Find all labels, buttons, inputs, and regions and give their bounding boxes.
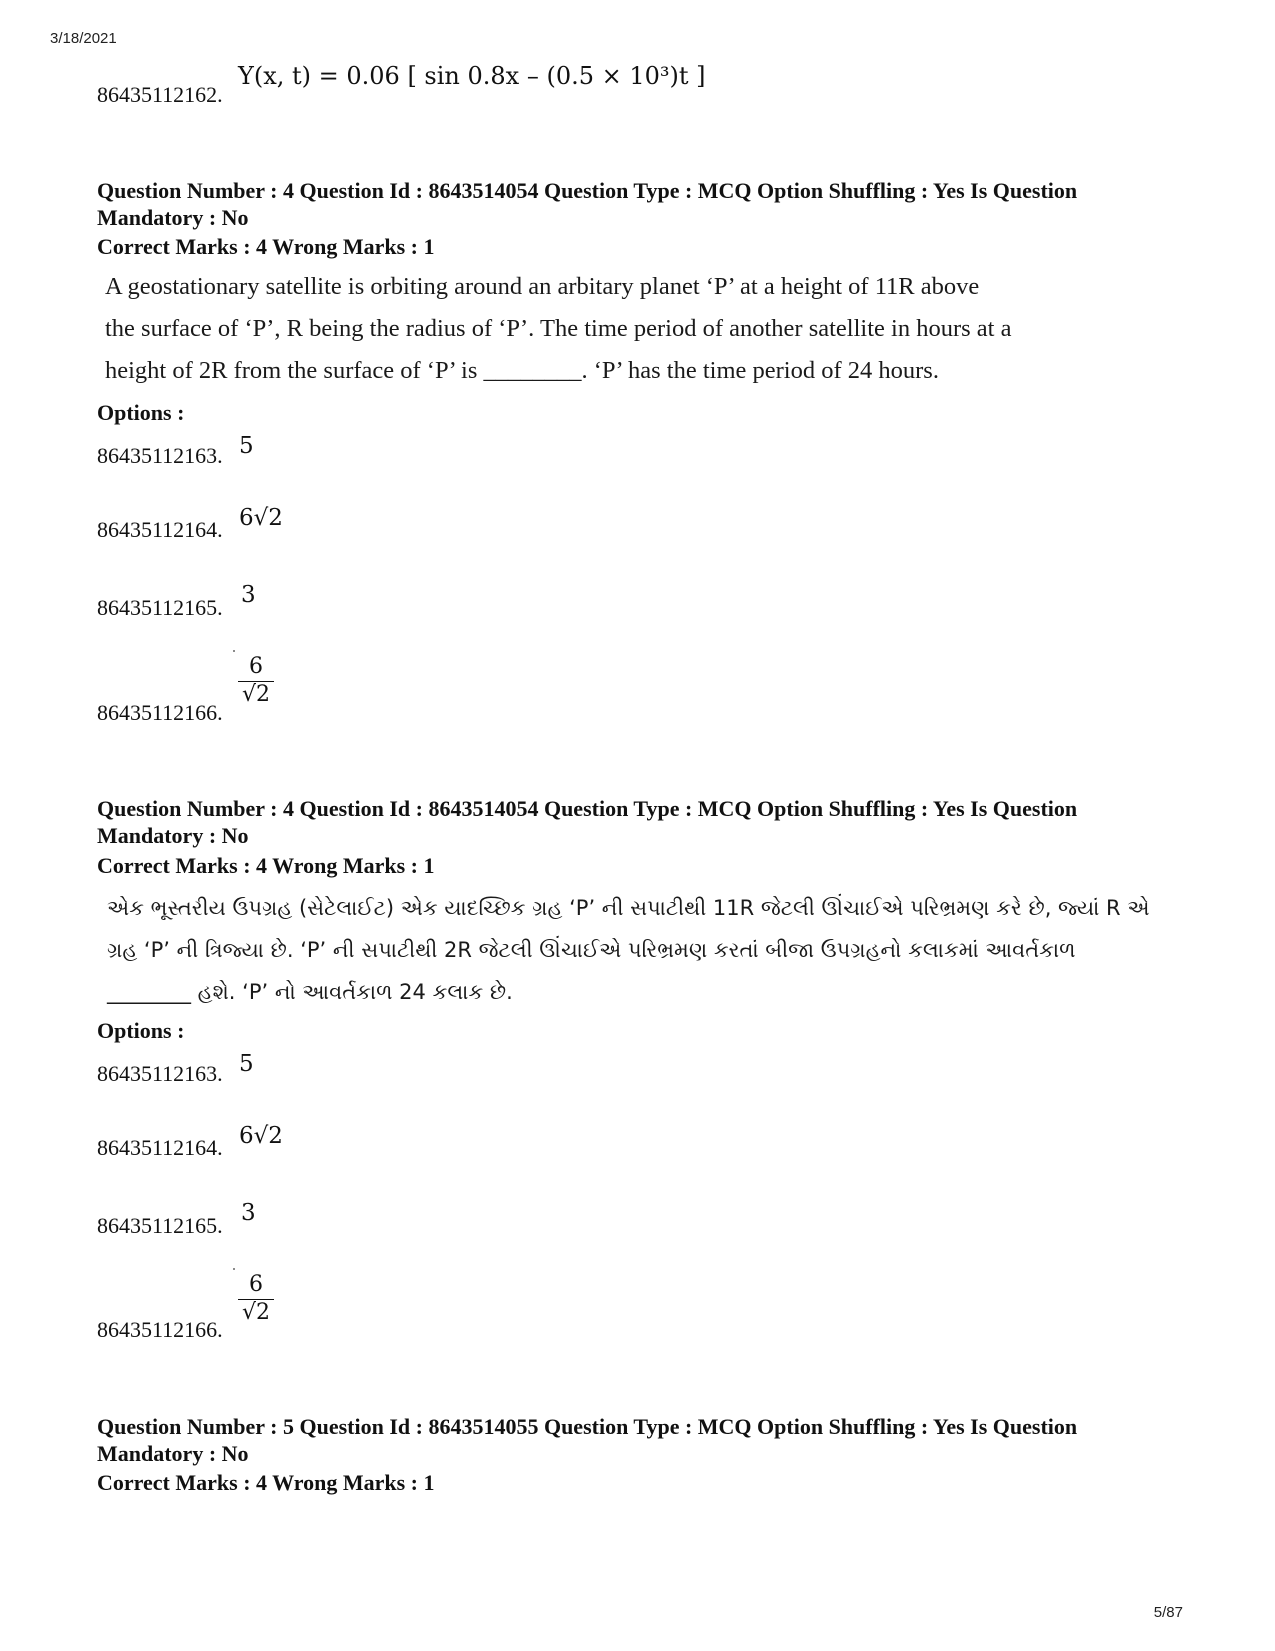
option-fraction <box>238 1272 274 1326</box>
option-id: 86435112163. <box>97 1061 223 1086</box>
fraction-numerator: 6 <box>238 654 274 682</box>
option-value: 3 <box>241 1200 256 1226</box>
option-id: 86435112165. <box>97 595 223 620</box>
question-line: A geostationary satellite is orbiting around an arbitary planet ‘P’ at a height of 11R above <box>105 273 980 300</box>
question-line: height of 2R from the surface of ‘P’ is ________. ‘P’ has the time period of 24 hours. <box>105 357 939 384</box>
question-text <box>107 887 1177 1013</box>
option-value: 3 <box>241 582 256 608</box>
option-id: 86435112162. <box>97 82 223 107</box>
option-id: 86435112164. <box>97 517 223 542</box>
options-label: Options : <box>97 1018 185 1043</box>
marks-info: Correct Marks : 4 Wrong Marks : 1 <box>97 234 435 259</box>
question-header: Question Number : 5 Question Id : 8643514055 Question Type : MCQ Option Shuffling : Yes Is Question Mandatory : No <box>97 1414 1078 1466</box>
option-id: 86435112166. <box>97 700 223 725</box>
fraction-denominator: √2 <box>241 682 270 707</box>
option-id: 86435112165. <box>97 1213 223 1238</box>
option-value: 6√2 <box>239 505 283 531</box>
option-id: 86435112166. <box>97 1317 223 1342</box>
page-number: 5/87 <box>1153 1604 1183 1621</box>
question-text <box>105 266 1175 392</box>
fraction-numerator: 6 <box>238 1272 274 1300</box>
question-header: Question Number : 4 Question Id : 8643514054 Question Type : MCQ Option Shuffling : Yes Is Question Mandatory : No <box>97 796 1078 848</box>
option-fraction <box>238 654 274 708</box>
fraction-denominator: √2 <box>241 1300 270 1325</box>
option-value: 5 <box>239 433 254 459</box>
marks-info: Correct Marks : 4 Wrong Marks : 1 <box>97 853 435 878</box>
print-date: 3/18/2021 <box>50 30 117 47</box>
question-header: Question Number : 4 Question Id : 8643514054 Question Type : MCQ Option Shuffling : Yes Is Question Mandatory : No <box>97 178 1078 230</box>
scan-speck <box>233 650 235 652</box>
options-label: Options : <box>97 400 185 425</box>
marks-info: Correct Marks : 4 Wrong Marks : 1 <box>97 1470 435 1495</box>
option-id: 86435112163. <box>97 443 223 468</box>
option-id: 86435112164. <box>97 1135 223 1160</box>
option-value: 6√2 <box>239 1123 283 1149</box>
scan-speck <box>233 1268 235 1270</box>
question-line: એક ભૂસ્તરીય ઉપગ્રહ (સેટેલાઈટ) એક યાદચ્છિક ગ્રહ ‘P’ ની સપાટીથી 11R જેટલી ઊંચાઈએ પરિભ્રમણ કરે છે, જ્યાં R એ <box>107 896 1150 920</box>
option-value: 5 <box>239 1051 254 1077</box>
option-formula: Y(x, t) = 0.06 [ sin 0.8x – (0.5 × 10³)t ] <box>238 62 706 90</box>
question-line: the surface of ‘P’, R being the radius of ‘P’. The time period of another satellite in hours at a <box>105 315 1012 342</box>
question-line: ________ હશે. ‘P’ નો આવર્તકાળ 24 કલાક છે. <box>107 980 513 1004</box>
question-line: ગ્રહ ‘P’ ની ત્રિજ્યા છે. ‘P’ ની સપાટીથી 2R જેટલી ઊંચાઈએ પરિભ્રમણ કરતાં બીજા ઉપગ્રહનો કલાકમાં આવર્તકાળ <box>107 938 1076 962</box>
